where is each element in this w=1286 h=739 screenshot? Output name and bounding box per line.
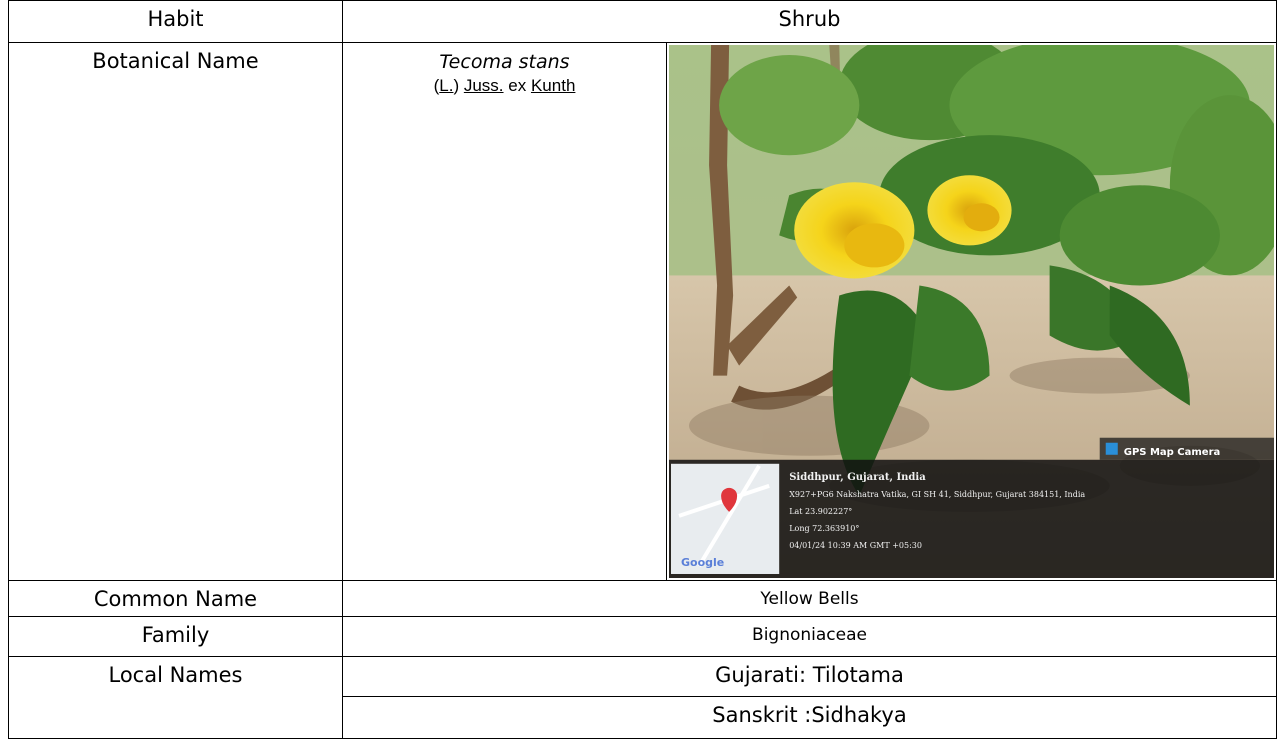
caption-address: X927+PG6 Nakshatra Vatika, GI SH 41, Siddhpur, Gujarat 384151, India (789, 489, 1086, 499)
family-row (9, 617, 1277, 657)
google-logo: Google (681, 555, 725, 569)
local-name-gujarati: Gujarati: Tilotama (343, 657, 1277, 697)
family-label: Family (9, 617, 343, 657)
caption-timestamp: 04/01/24 10:39 AM GMT +05:30 (789, 540, 923, 550)
local-names-row-gujarati (9, 657, 1277, 697)
plant-photo (669, 45, 1274, 578)
habit-row (9, 1, 1277, 43)
caption-latitude: Lat 23.902227° (789, 506, 853, 516)
author-link-kunth[interactable]: Kunth (530, 76, 576, 95)
local-name-sanskrit: Sanskrit :Sidhakya (343, 697, 1277, 739)
botanical-row (9, 43, 1277, 581)
author-link-jussieu[interactable]: Juss. (463, 76, 504, 95)
scientific-name: Tecoma stans (439, 51, 570, 73)
caption-location: Siddhpur, Gujarat, India (789, 471, 926, 483)
common-name-value: Yellow Bells (343, 581, 1277, 617)
botanical-name-cell (343, 43, 667, 581)
common-name-row (9, 581, 1277, 617)
local-names-label: Local Names (9, 657, 343, 739)
ex-text: ex (508, 76, 527, 95)
paren-close: ) (453, 76, 460, 95)
author-citation (343, 75, 666, 97)
plant-photo-cell (667, 43, 1277, 581)
habit-value: Shrub (343, 1, 1277, 43)
habit-label: Habit (9, 1, 343, 43)
author-link-linnaeus[interactable]: L. (439, 76, 454, 95)
gps-badge: GPS Map Camera (1123, 446, 1221, 458)
plant-info-table (8, 0, 1277, 739)
botanical-label: Botanical Name (9, 43, 343, 581)
caption-longitude: Long 72.363910° (789, 523, 860, 533)
paren-open: ( (433, 76, 440, 95)
family-value: Bignoniaceae (343, 617, 1277, 657)
common-name-label: Common Name (9, 581, 343, 617)
